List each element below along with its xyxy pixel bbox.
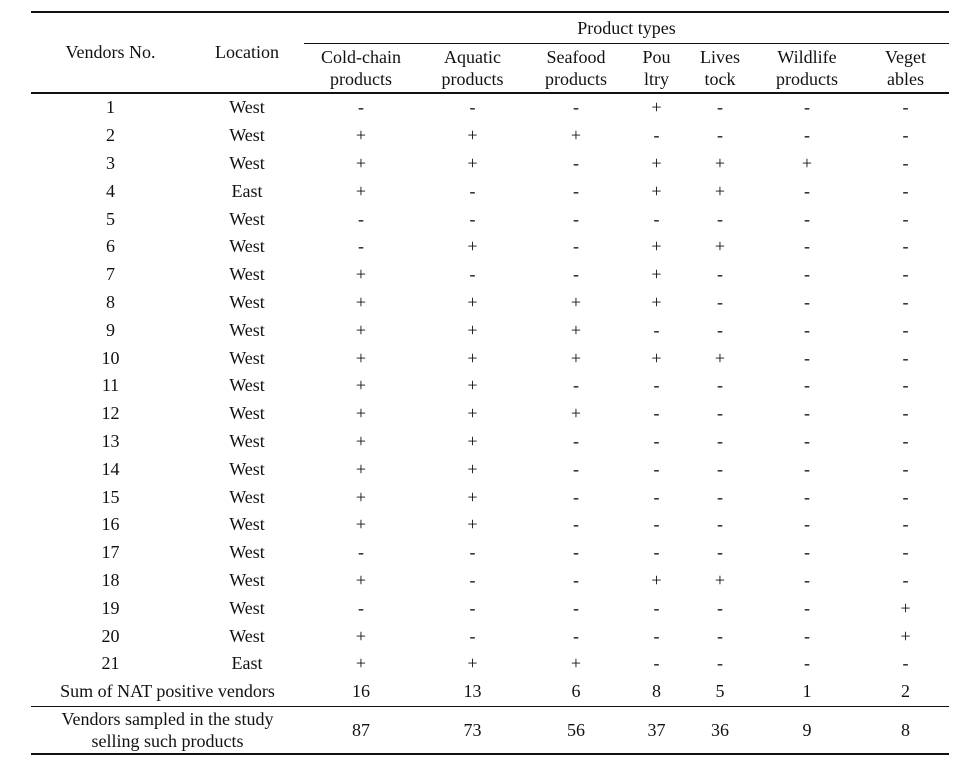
result-cell: - xyxy=(902,514,909,535)
result-cell: - xyxy=(573,597,579,618)
sampled-value: 9 xyxy=(752,706,862,754)
result-cell: - xyxy=(573,152,579,173)
result-cell: - xyxy=(653,486,660,507)
result-cell: - xyxy=(717,486,723,507)
header-vendor-no: Vendors No. xyxy=(31,12,190,93)
result-cell: + xyxy=(467,291,478,312)
result-cell: - xyxy=(573,625,579,646)
table-row xyxy=(31,539,949,567)
table-row xyxy=(31,622,949,650)
result-cell: - xyxy=(717,291,723,312)
vendor-no-cell: 4 xyxy=(106,180,115,201)
sum-value: 5 xyxy=(715,681,725,702)
location-cell: East xyxy=(231,653,263,674)
result-cell: - xyxy=(653,375,660,396)
result-cell: + xyxy=(900,597,911,618)
result-cell: + xyxy=(714,347,726,368)
result-cell: + xyxy=(467,347,478,368)
sum-value: 2 xyxy=(901,681,911,702)
result-cell: - xyxy=(902,430,909,451)
result-cell: - xyxy=(902,264,909,285)
result-cell: + xyxy=(570,347,582,368)
location-cell: West xyxy=(229,347,265,368)
table-row xyxy=(31,650,949,678)
sampled-row xyxy=(31,706,949,754)
result-cell: - xyxy=(358,542,364,563)
vendor-no-cell: 19 xyxy=(101,597,120,618)
result-cell: - xyxy=(653,430,660,451)
result-cell: + xyxy=(714,236,726,257)
result-cell: + xyxy=(355,653,367,674)
sum-value: 13 xyxy=(463,681,482,702)
header-product-col xyxy=(418,44,527,94)
vendor-no-cell: 1 xyxy=(106,97,115,118)
result-cell: + xyxy=(651,97,662,118)
header-product-line: products xyxy=(441,69,504,89)
location-cell: West xyxy=(229,625,265,646)
sampled-value: 8 xyxy=(862,706,949,754)
result-cell: - xyxy=(717,319,723,340)
table-row xyxy=(31,261,949,289)
table-row xyxy=(31,511,949,539)
location-cell: West xyxy=(229,486,265,507)
result-cell: - xyxy=(573,486,579,507)
sampled-value: 37 xyxy=(625,706,688,754)
result-cell: + xyxy=(467,236,478,257)
table-row xyxy=(31,594,949,622)
result-cell: + xyxy=(900,625,911,646)
result-cell: - xyxy=(573,458,579,479)
table-row xyxy=(31,372,949,400)
result-cell: - xyxy=(469,264,476,285)
header-product-line: Lives xyxy=(700,47,740,67)
result-cell: - xyxy=(573,264,579,285)
result-cell: - xyxy=(902,97,909,118)
location-cell: West xyxy=(229,264,265,285)
result-cell: - xyxy=(717,458,723,479)
result-cell: - xyxy=(469,625,476,646)
result-cell: + xyxy=(467,319,478,340)
vendor-no-cell: 13 xyxy=(101,430,120,451)
result-cell: + xyxy=(467,458,478,479)
result-cell: + xyxy=(355,375,367,396)
sum-value: 1 xyxy=(802,681,812,702)
header-product-line: products xyxy=(776,69,838,89)
result-cell: + xyxy=(467,152,478,173)
result-cell: - xyxy=(902,542,909,563)
location-cell: West xyxy=(229,430,265,451)
result-cell: - xyxy=(469,97,476,118)
sampled-label-line: Vendors sampled in the study xyxy=(61,708,274,729)
result-cell: + xyxy=(651,152,662,173)
vendor-no-cell: 14 xyxy=(101,458,120,479)
location-cell: West xyxy=(229,319,265,340)
vendor-no-cell: 17 xyxy=(101,542,120,563)
result-cell: - xyxy=(902,458,909,479)
vendor-no-cell: 2 xyxy=(106,125,115,146)
vendor-no-cell: 9 xyxy=(106,319,115,340)
location-cell: West xyxy=(229,514,265,535)
result-cell: + xyxy=(651,347,662,368)
result-cell: - xyxy=(804,180,810,201)
result-cell: - xyxy=(804,458,810,479)
sum-label: Sum of NAT positive vendors xyxy=(60,681,275,702)
result-cell: - xyxy=(804,347,810,368)
result-cell: - xyxy=(717,430,723,451)
result-cell: - xyxy=(573,569,579,590)
result-cell: - xyxy=(358,97,364,118)
result-cell: - xyxy=(469,597,476,618)
result-cell: - xyxy=(902,208,909,229)
result-cell: - xyxy=(573,542,579,563)
result-cell: + xyxy=(570,653,582,674)
vendor-no-cell: 7 xyxy=(106,264,115,285)
sampled-label-line: selling such products xyxy=(91,730,244,751)
result-cell: - xyxy=(804,625,810,646)
result-cell: - xyxy=(653,514,660,535)
result-cell: - xyxy=(469,542,476,563)
result-cell: - xyxy=(573,208,579,229)
location-cell: West xyxy=(229,597,265,618)
result-cell: + xyxy=(355,125,367,146)
vendor-no-cell: 3 xyxy=(106,152,115,173)
result-cell: - xyxy=(573,180,579,201)
header-product-line: Aquatic xyxy=(444,47,501,67)
result-cell: - xyxy=(804,208,810,229)
table-row xyxy=(31,455,949,483)
result-cell: + xyxy=(651,569,662,590)
sum-value: 6 xyxy=(571,681,581,702)
sum-value: 8 xyxy=(652,681,661,702)
result-cell: - xyxy=(573,430,579,451)
header-product-line: Wildlife xyxy=(777,47,837,67)
result-cell: - xyxy=(573,375,579,396)
table-row xyxy=(31,316,949,344)
result-cell: - xyxy=(717,542,723,563)
result-cell: - xyxy=(902,125,909,146)
result-cell: + xyxy=(467,514,478,535)
result-cell: + xyxy=(355,291,367,312)
vendor-no-cell: 18 xyxy=(101,569,120,590)
result-cell: - xyxy=(804,569,810,590)
result-cell: - xyxy=(804,542,810,563)
result-cell: - xyxy=(469,180,476,201)
result-cell: + xyxy=(355,319,367,340)
product-types-table xyxy=(31,11,949,755)
result-cell: - xyxy=(902,236,909,257)
result-cell: + xyxy=(651,264,662,285)
result-cell: + xyxy=(651,180,662,201)
result-cell: - xyxy=(804,403,810,424)
result-cell: - xyxy=(717,375,723,396)
table-row xyxy=(31,205,949,233)
sampled-value: 87 xyxy=(304,706,418,754)
result-cell: - xyxy=(358,208,364,229)
table-row xyxy=(31,400,949,428)
sampled-value: 73 xyxy=(418,706,527,754)
table-row xyxy=(31,567,949,595)
result-cell: + xyxy=(355,458,367,479)
table-row xyxy=(31,177,949,205)
sum-value: 16 xyxy=(352,681,370,702)
location-cell: West xyxy=(229,458,265,479)
table-row xyxy=(31,122,949,150)
result-cell: - xyxy=(717,597,723,618)
vendor-no-cell: 12 xyxy=(101,403,120,424)
result-cell: + xyxy=(651,291,662,312)
result-cell: - xyxy=(717,208,723,229)
result-cell: + xyxy=(651,236,662,257)
table-row xyxy=(31,233,949,261)
vendor-no-cell: 5 xyxy=(106,208,115,229)
result-cell: + xyxy=(570,125,582,146)
header-location: Location xyxy=(190,12,304,93)
result-cell: - xyxy=(804,236,810,257)
vendor-no-cell: 16 xyxy=(101,514,120,535)
result-cell: + xyxy=(355,180,367,201)
result-cell: - xyxy=(653,208,660,229)
result-cell: - xyxy=(653,625,660,646)
vendor-no-cell: 6 xyxy=(106,236,115,257)
result-cell: - xyxy=(358,597,364,618)
location-cell: West xyxy=(229,236,265,257)
result-cell: - xyxy=(804,125,810,146)
header-product-line: ltry xyxy=(644,69,669,89)
result-cell: + xyxy=(467,403,478,424)
header-product-line: Veget xyxy=(885,47,927,67)
result-cell: + xyxy=(801,152,813,173)
location-cell: West xyxy=(229,125,265,146)
result-cell: - xyxy=(902,569,909,590)
header-product-line: Pou xyxy=(642,47,671,67)
result-cell: - xyxy=(902,347,909,368)
vendor-no-cell: 11 xyxy=(101,375,120,396)
sampled-value: 56 xyxy=(527,706,625,754)
location-cell: East xyxy=(231,180,263,201)
location-cell: West xyxy=(229,403,265,424)
header-product-col xyxy=(688,44,752,94)
result-cell: + xyxy=(355,152,367,173)
location-cell: West xyxy=(229,208,265,229)
table-row xyxy=(31,289,949,317)
table-row xyxy=(31,93,949,122)
result-cell: - xyxy=(573,236,579,257)
result-cell: + xyxy=(467,653,478,674)
location-cell: West xyxy=(229,291,265,312)
result-cell: + xyxy=(355,264,367,285)
table-row xyxy=(31,483,949,511)
result-cell: - xyxy=(653,458,660,479)
result-cell: - xyxy=(804,319,810,340)
sampled-label xyxy=(31,706,304,754)
result-cell: - xyxy=(902,291,909,312)
result-cell: + xyxy=(355,403,367,424)
result-cell: - xyxy=(717,97,723,118)
result-cell: - xyxy=(717,125,723,146)
result-cell: + xyxy=(355,430,367,451)
result-cell: - xyxy=(653,653,660,674)
result-cell: + xyxy=(570,319,582,340)
header-product-line: Cold-chain xyxy=(321,47,401,67)
result-cell: - xyxy=(804,486,810,507)
result-cell: + xyxy=(467,125,478,146)
vendor-no-cell: 10 xyxy=(101,347,120,368)
header-product-types: Product types xyxy=(304,12,949,44)
result-cell: - xyxy=(902,486,909,507)
vendor-no-cell: 20 xyxy=(101,625,120,646)
result-cell: + xyxy=(570,291,582,312)
result-cell: - xyxy=(902,319,909,340)
result-cell: - xyxy=(717,264,723,285)
result-cell: - xyxy=(469,208,476,229)
result-cell: - xyxy=(804,514,810,535)
vendor-no-cell: 21 xyxy=(101,653,120,674)
result-cell: - xyxy=(902,375,909,396)
result-cell: + xyxy=(355,514,367,535)
result-cell: + xyxy=(467,375,478,396)
result-cell: - xyxy=(653,542,660,563)
header-product-col xyxy=(625,44,688,94)
result-cell: + xyxy=(714,180,726,201)
result-cell: - xyxy=(653,403,660,424)
result-cell: - xyxy=(804,97,810,118)
location-cell: West xyxy=(229,569,265,590)
result-cell: + xyxy=(355,347,367,368)
result-cell: - xyxy=(804,264,810,285)
header-product-col xyxy=(304,44,418,94)
result-cell: - xyxy=(717,625,723,646)
header-product-col xyxy=(752,44,862,94)
sampled-value: 36 xyxy=(688,706,752,754)
header-product-line: ables xyxy=(887,69,925,89)
result-cell: - xyxy=(717,403,723,424)
result-cell: - xyxy=(804,653,810,674)
vendor-no-cell: 15 xyxy=(101,486,120,507)
header-product-col xyxy=(862,44,949,94)
result-cell: - xyxy=(653,597,660,618)
result-cell: + xyxy=(355,486,367,507)
result-cell: - xyxy=(717,514,723,535)
table-row xyxy=(31,344,949,372)
location-cell: West xyxy=(229,375,265,396)
vendor-no-cell: 8 xyxy=(106,291,115,312)
location-cell: West xyxy=(229,97,265,118)
header-product-line: Seafood xyxy=(546,47,606,67)
result-cell: + xyxy=(355,569,367,590)
header-product-col xyxy=(527,44,625,94)
result-cell: - xyxy=(804,291,810,312)
header-product-line: tock xyxy=(704,69,736,89)
result-cell: + xyxy=(714,152,726,173)
result-cell: - xyxy=(804,430,810,451)
result-cell: - xyxy=(717,653,723,674)
header-product-line: products xyxy=(330,69,392,89)
location-cell: West xyxy=(229,152,265,173)
table-row xyxy=(31,150,949,178)
result-cell: - xyxy=(358,236,364,257)
result-cell: - xyxy=(653,125,660,146)
result-cell: - xyxy=(573,514,579,535)
result-cell: + xyxy=(714,569,726,590)
result-cell: - xyxy=(653,319,660,340)
table-row xyxy=(31,428,949,456)
header-product-line: products xyxy=(545,69,607,89)
result-cell: - xyxy=(469,569,476,590)
result-cell: - xyxy=(804,597,810,618)
result-cell: + xyxy=(570,403,582,424)
result-cell: - xyxy=(902,152,909,173)
location-cell: West xyxy=(229,542,265,563)
result-cell: - xyxy=(902,653,909,674)
result-cell: - xyxy=(902,180,909,201)
result-cell: + xyxy=(355,625,367,646)
result-cell: + xyxy=(467,430,478,451)
result-cell: + xyxy=(467,486,478,507)
result-cell: - xyxy=(902,403,909,424)
result-cell: - xyxy=(573,97,579,118)
sum-row xyxy=(31,678,949,707)
result-cell: - xyxy=(804,375,810,396)
